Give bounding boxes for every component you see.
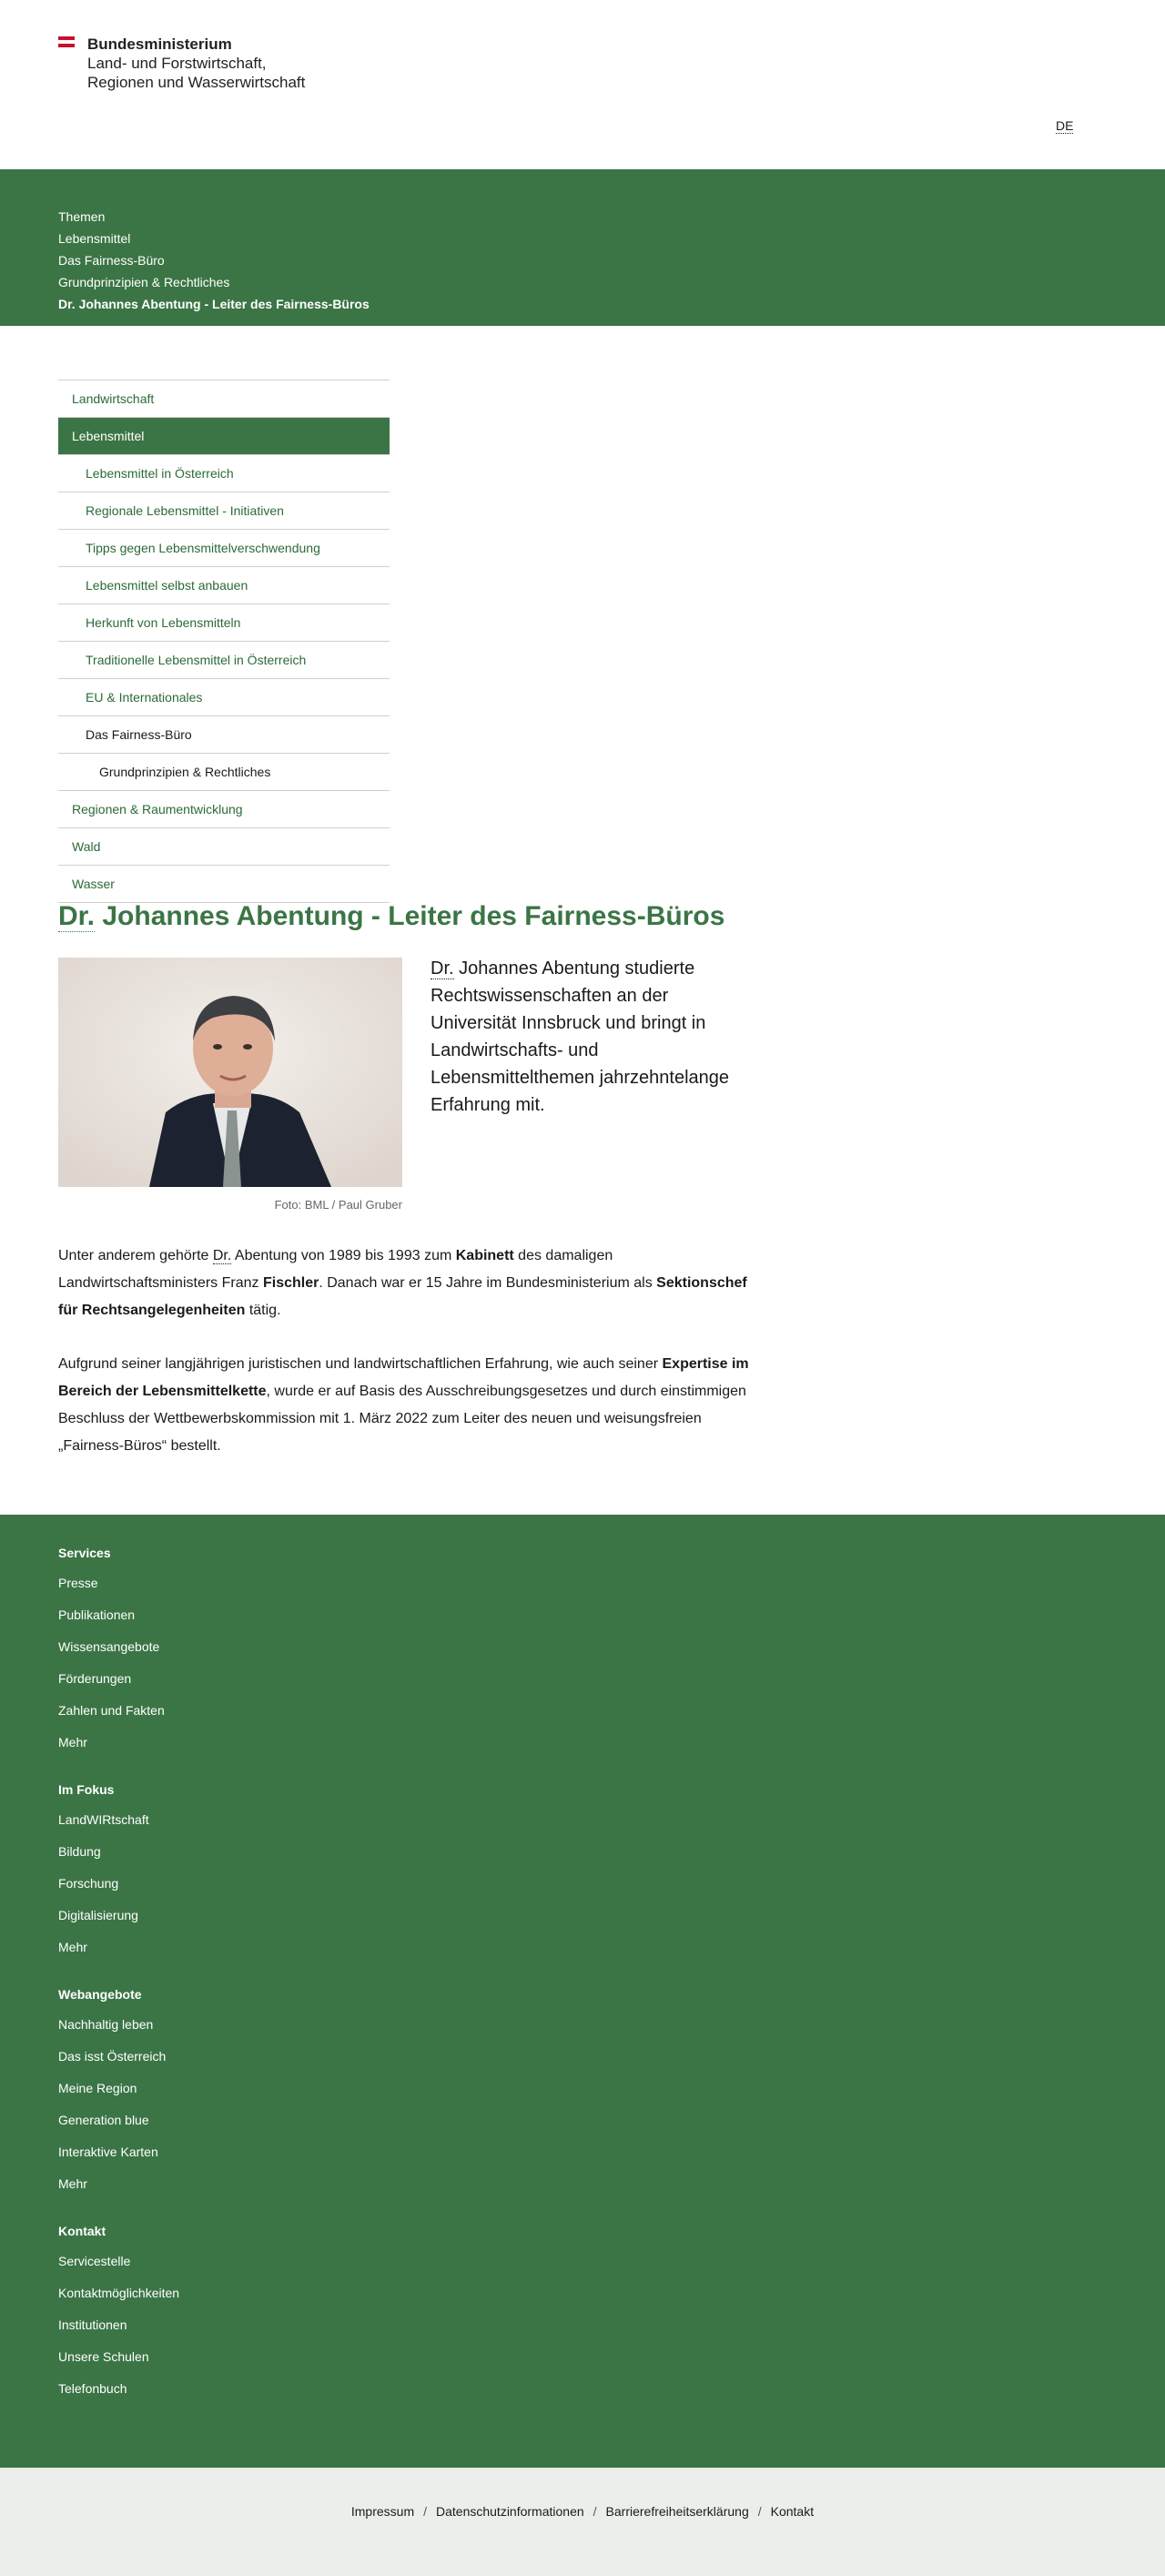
sidebar-item-grundprinzipien[interactable]: Grundprinzipien & Rechtliches: [58, 754, 390, 791]
ministry-logo[interactable]: [58, 35, 305, 92]
footer-link-digitalisierung[interactable]: Digitalisierung: [58, 1908, 138, 1922]
text-segment: Unter anderem gehörte: [58, 1248, 213, 1263]
sidebar-item-traditionelle-lebensmittel[interactable]: Traditionelle Lebensmittel in Österreich: [58, 642, 390, 679]
legal-bar: [0, 2468, 1165, 2576]
footer-heading: Webangebote: [58, 1987, 142, 2002]
portrait-photo: [58, 958, 402, 1187]
footer-link-meine-region[interactable]: Meine Region: [58, 2081, 137, 2095]
footer-link-kontaktmoeglichkeiten[interactable]: Kontaktmöglichkeiten: [58, 2286, 180, 2300]
sidebar-item-regionale-lebensmittel[interactable]: Regionale Lebensmittel - Initiativen: [58, 492, 390, 530]
footer-link-forschung[interactable]: Forschung: [58, 1876, 119, 1891]
footer-heading: Kontakt: [58, 2224, 106, 2238]
breadcrumb-item-fairness-buero[interactable]: Das Fairness-Büro: [58, 253, 165, 268]
language-switch[interactable]: DE: [1056, 118, 1074, 133]
footer-link-telefonbuch[interactable]: Telefonbuch: [58, 2381, 127, 2396]
footer-link-institutionen[interactable]: Institutionen: [58, 2317, 127, 2332]
sidebar-item-fairness-buero[interactable]: Das Fairness-Büro: [58, 716, 390, 754]
title-text: Johannes Abentung - Leiter des Fairness-Büros: [95, 901, 725, 931]
footer-heading: Im Fokus: [58, 1782, 115, 1797]
footer-section-webangebote: [58, 1985, 166, 2200]
legal-link-datenschutz[interactable]: Datenschutzinformationen: [436, 2504, 584, 2519]
footer-link-foerderungen[interactable]: Förderungen: [58, 1671, 132, 1686]
page-title: [58, 901, 724, 932]
separator: /: [593, 2504, 597, 2519]
footer-link-publikationen[interactable]: Publikationen: [58, 1607, 136, 1622]
footer-link-zahlen-fakten[interactable]: Zahlen und Fakten: [58, 1703, 165, 1718]
footer-link-presse[interactable]: Presse: [58, 1576, 98, 1590]
breadcrumb-item-lebensmittel[interactable]: Lebensmittel: [58, 231, 131, 246]
logo-text: [87, 35, 305, 92]
footer-link-nachhaltig-leben[interactable]: Nachhaltig leben: [58, 2017, 154, 2032]
footer-link-unsere-schulen[interactable]: Unsere Schulen: [58, 2349, 149, 2364]
breadcrumb: [58, 206, 370, 315]
lead-text: Johannes Abentung studierte Rechtswissenschaften an der Universität Innsbruck und bringt in Landwirtschafts- und Lebensmittelthemen jahrzehntelange Erfahrung mit.: [431, 958, 729, 1115]
footer-link-wissensangebote[interactable]: Wissensangebote: [58, 1639, 160, 1654]
logo-line-2: Land- und Forstwirtschaft,: [87, 55, 267, 72]
site-footer: [0, 1515, 1165, 2468]
footer-link-interaktive-karten[interactable]: Interaktive Karten: [58, 2145, 158, 2159]
footer-link-bildung[interactable]: Bildung: [58, 1844, 101, 1859]
abbr-dr: Dr.: [212, 1248, 232, 1263]
lead-abbr: Dr.: [431, 958, 454, 979]
sidebar-item-regionen[interactable]: Regionen & Raumentwicklung: [58, 791, 390, 828]
footer-link-mehr[interactable]: Mehr: [58, 1940, 87, 1954]
footer-link-generation-blue[interactable]: Generation blue: [58, 2113, 149, 2127]
bold-fischler: Fischler: [262, 1275, 319, 1291]
breadcrumb-current: Dr. Johannes Abentung - Leiter des Fairness-Büros: [58, 297, 370, 311]
separator: /: [757, 2504, 762, 2519]
footer-heading: Services: [58, 1546, 111, 1560]
body-paragraph-2: [58, 1351, 759, 1460]
bold-expertise: Expertise im Bereich der Lebensmittelkette: [58, 1356, 749, 1399]
footer-section-services: [58, 1544, 165, 1759]
breadcrumb-band: [0, 169, 1165, 326]
text-segment: Aufgrund seiner langjährigen juristischen und landwirtschaftlichen Erfahrung, wie auch seiner: [58, 1356, 663, 1372]
footer-section-im-fokus: [58, 1780, 149, 1963]
text-segment: Abentung von 1989 bis 1993 zum: [231, 1248, 456, 1263]
sidebar-item-wald[interactable]: Wald: [58, 828, 390, 866]
footer-link-servicestelle[interactable]: Servicestelle: [58, 2254, 131, 2268]
legal-links: [0, 2504, 1165, 2519]
title-abbr: Dr.: [58, 901, 96, 931]
text-segment: . Danach war er 15 Jahre im Bundesministerium als: [319, 1275, 657, 1291]
sidebar-item-tipps-verschwendung[interactable]: Tipps gegen Lebensmittelverschwendung: [58, 530, 390, 567]
legal-link-impressum[interactable]: Impressum: [350, 2504, 415, 2519]
breadcrumb-item-grundprinzipien[interactable]: Grundprinzipien & Rechtliches: [58, 275, 230, 289]
breadcrumb-item-themen[interactable]: Themen: [58, 209, 106, 224]
sidebar-item-selbst-anbauen[interactable]: Lebensmittel selbst anbauen: [58, 567, 390, 604]
bold-sektionschef: Sektionschef für Rechtsangelegenheiten: [58, 1275, 747, 1318]
sidebar-item-landwirtschaft[interactable]: Landwirtschaft: [58, 380, 390, 418]
text-segment: des damaligen Landwirtschaftsministers Franz: [58, 1248, 613, 1291]
body-paragraph-1: [58, 1242, 759, 1324]
austrian-flag-icon: [58, 36, 75, 47]
footer-link-landwirtschaft[interactable]: LandWIRtschaft: [58, 1812, 149, 1827]
sidebar-item-wasser[interactable]: Wasser: [58, 866, 390, 903]
text-segment: , wurde er auf Basis des Ausschreibungsgesetzes und durch einstimmigen Beschluss der Wettbewerbskommission mit 1. März 2022 zum Leiter des neuen und weisungsfreien „Fairness-Büros“ bestellt.: [58, 1384, 746, 1454]
text-segment: tätig.: [245, 1303, 281, 1318]
lead-paragraph: [431, 955, 758, 1119]
sidebar-item-lebensmittel[interactable]: Lebensmittel: [58, 418, 390, 455]
legal-link-barrierefreiheit[interactable]: Barrierefreiheitserklärung: [605, 2504, 749, 2519]
logo-line-3: Regionen und Wasserwirtschaft: [87, 74, 306, 91]
sidebar-item-herkunft[interactable]: Herkunft von Lebensmitteln: [58, 604, 390, 642]
sidebar-item-lebensmittel-in-oesterreich[interactable]: Lebensmittel in Österreich: [58, 455, 390, 492]
sidebar-item-eu-internationales[interactable]: EU & Internationales: [58, 679, 390, 716]
site-header: [0, 0, 1165, 169]
separator: /: [423, 2504, 427, 2519]
bold-kabinett: Kabinett: [455, 1248, 514, 1263]
portrait-illustration: [58, 958, 402, 1187]
sidebar-nav: [58, 380, 390, 903]
footer-link-das-isst-oesterreich[interactable]: Das isst Österreich: [58, 2049, 167, 2064]
footer-section-kontakt: [58, 2222, 179, 2405]
logo-line-1: Bundesministerium: [87, 35, 232, 53]
legal-link-kontakt[interactable]: Kontakt: [770, 2504, 815, 2519]
footer-link-mehr[interactable]: Mehr: [58, 1735, 87, 1749]
footer-link-mehr[interactable]: Mehr: [58, 2176, 87, 2191]
photo-caption: Foto: BML / Paul Gruber: [274, 1198, 402, 1212]
